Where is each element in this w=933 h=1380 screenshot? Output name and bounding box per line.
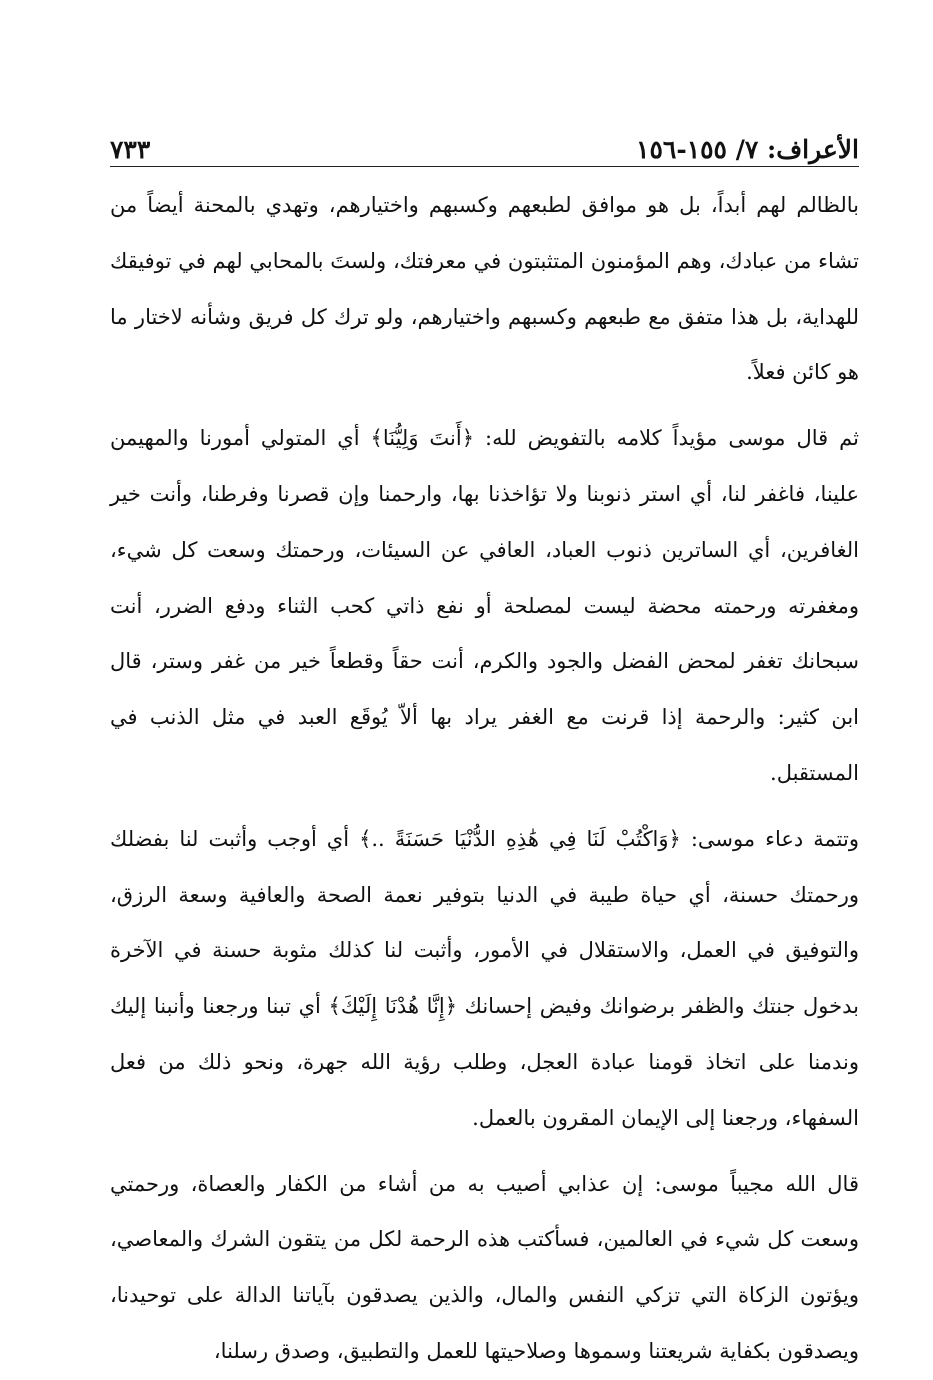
header-rule [110, 166, 859, 167]
page-header [110, 120, 859, 164]
page-number: ٧٣٣ [110, 135, 151, 164]
text-segment: وتتمة دعاء موسى: [680, 826, 859, 851]
quran-verse: ﴿أَنتَ وَلِيُّنَا﴾ [370, 426, 475, 451]
quran-verse: ﴿إِنَّا هُدْنَا إِلَيْكَ﴾ [328, 994, 458, 1019]
paragraph [110, 812, 859, 1147]
text-segment: قال الله مجيباً موسى: إن عذابي أصيب به من أشاء من الكفار والعصاة، ورحمتي وسعت كل شيء في العالمين، فسأكتب هذه الرحمة لكل من يتقون الشرك والمعاصي، ويؤتون الزكاة التي تزكي النفس والمال، والذين يصدقون بآياتنا الدالة على توحيدنا، ويصدقون بكفاية شريعتنا وسموها وصلاحيتها للعمل والتطبيق، وصدق رسلنا، [110, 1171, 859, 1363]
text-segment: أي المتولي أمورنا والمهيمن علينا، فاغفر لنا، أي استر ذنوبنا ولا تؤاخذنا بها، وارحمنا وإن قصرنا وفرطنا، وأنت خير الغافرين، أي الساترين ذنوب العباد، العافي عن السيئات، ورحمتك وسعت كل شيء، ومغفرته ورحمته محضة ليست لمصلحة أو نفع ذاتي كحب الثناء ودفع الضرر، أنت سبحانك تغفر لمحض الفضل والجود والكرم، أنت حقاً وقطعاً خير من غفر وستر، قال ابن كثير: والرحمة إذا قرنت مع الغفر يراد بها ألاّ يُوقَع العبد في مثل الذنب في المستقبل. [110, 426, 859, 785]
paragraph [110, 178, 859, 401]
body-text [110, 178, 859, 1380]
text-segment: أي تبنا ورجعنا وأنبنا إليك وندمنا على اتخاذ قومنا عبادة العجل، وطلب رؤية الله جهرة، ونحو ذلك من فعل السفهاء، ورجعنا إلى الإيمان المقرون بالعمل. [110, 994, 860, 1130]
text-segment: ثم قال موسى مؤيداً كلامه بالتفويض لله: [474, 426, 859, 451]
text-segment: بالظالم لهم أبداً، بل هو موافق لطبعهم وكسبهم واختيارهم، وتهدي بالمحنة أيضاً من تشاء من عبادك، وهم المؤمنون المتثبتون في معرفتك، ولستَ بالمحابي لهم في توفيقك للهداية، بل هذا متفق مع طبعهم وكسبهم واختيارهم، ولو ترك كل فريق وشأنه لاختار ما هو كائن فعلاً. [110, 193, 859, 385]
quran-verse: ﴿وَاكْتُبْ لَنَا فِي هَٰذِهِ الدُّنْيَا حَسَنَةً ..﴾ [359, 826, 681, 851]
text-segment: أي أوجب وأثبت لنا بفضلك ورحمتك حسنة، أي حياة طيبة في الدنيا بتوفير نعمة الصحة والعافية وسعة الرزق، والتوفيق في العمل، والاستقلال في الأمور، وأثبت لنا كذلك مثوبة حسنة في الآخرة بدخول جنتك والظفر برضوانك وفيض إحسانك [110, 826, 860, 1019]
paragraph [110, 1157, 859, 1380]
running-head: الأعراف: ٧/ ١٥٥-١٥٦ [636, 135, 859, 164]
paragraph [110, 411, 859, 802]
